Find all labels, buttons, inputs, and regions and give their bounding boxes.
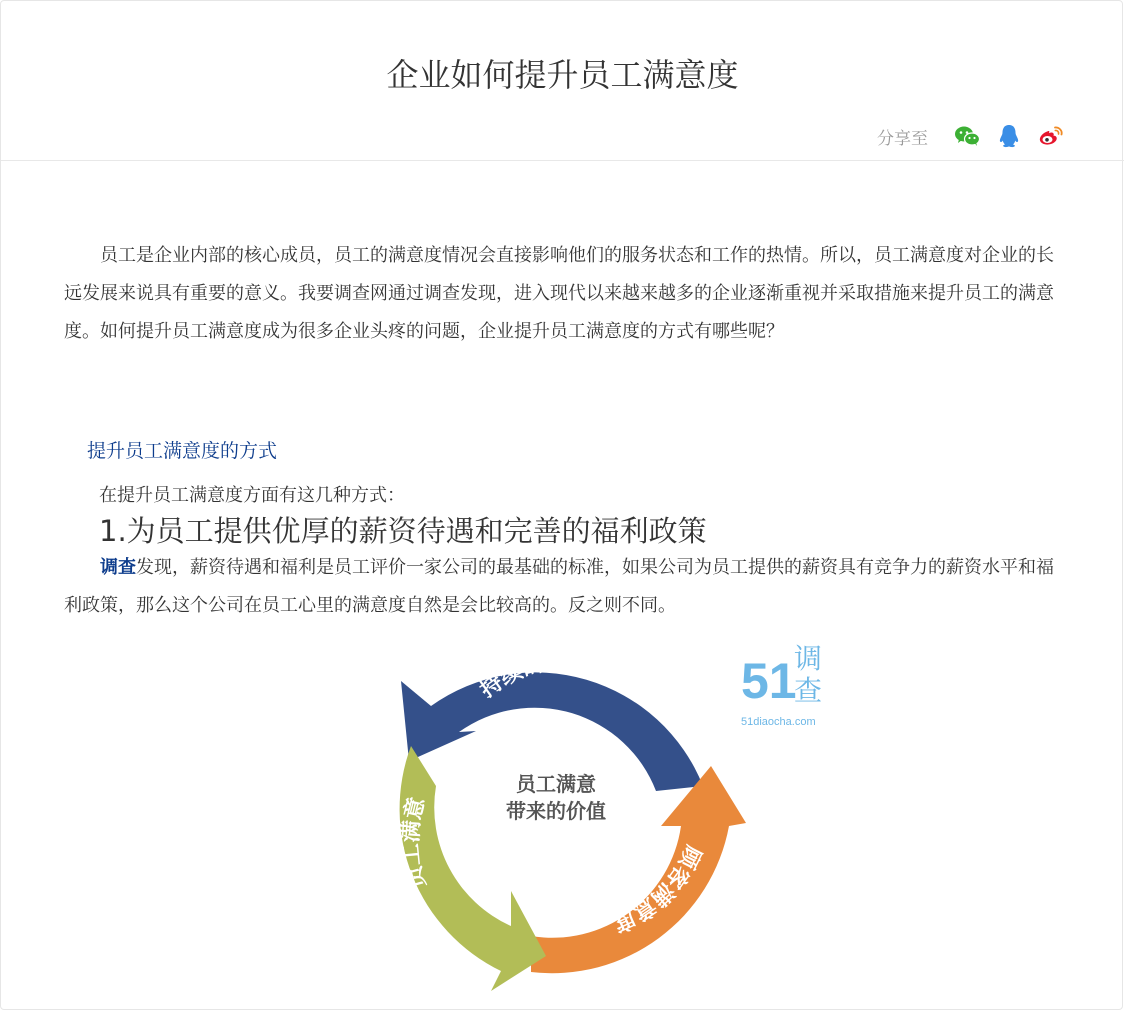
survey-keyword-link[interactable]: 调查 [100,557,136,578]
weibo-icon[interactable] [1036,121,1066,151]
center-line1: 员工满意 [516,774,596,796]
article-title: 企业如何提升员工满意度 [386,56,739,94]
article-header [1,1,1124,161]
satisfaction-cycle-diagram [371,636,841,1001]
section-heading: 1.为员工提供优厚的薪资待遇和完善的福利政策 [99,514,707,548]
article-body [64,237,1064,351]
logo-char1: 调 [794,642,823,675]
site-logo [741,642,822,728]
methods-intro: 在提升员工满意度方面有这几种方式： [99,485,405,506]
wechat-icon[interactable] [952,121,982,151]
section-paragraph [64,549,1064,625]
cycle-svg [371,636,841,1001]
center-line2: 带来的价值 [506,801,606,823]
subheading: 提升员工满意度的方式 [87,440,278,462]
arc-right-label: 顾客满意度 [609,841,707,937]
share-label: 分享至 [877,128,928,149]
arc-left-label: 员工满意 [397,794,431,892]
arc-top-label: 持续的利润增长 [474,647,640,703]
qq-icon[interactable] [994,121,1024,151]
arc-right [531,766,746,973]
share-bar [877,121,1066,151]
logo-char2: 查 [794,674,823,707]
section-paragraph-text: 发现，薪资待遇和福利是员工评价一家公司的最基础的标准，如果公司为员工提供的薪资具有竞争力的薪资水平和福利政策，那么这个公司在员工心里的满意度自然是会比较高的。反之则不同。 [64,557,1054,616]
intro-paragraph: 员工是企业内部的核心成员，员工的满意度情况会直接影响他们的服务状态和工作的热情。所以，员工满意度对企业的长远发展来说具有重要的意义。我要调查网通过调查发现，进入现代以来越来越多的企业逐渐重视并采取措施来提升员工的满意度。如何提升员工满意度成为很多企业头疼的问题，企业提升员工满意度的方式有哪些呢？ [64,245,1054,342]
logo-url: 51diaocha.com [741,716,816,728]
logo-number: 51 [741,653,797,709]
